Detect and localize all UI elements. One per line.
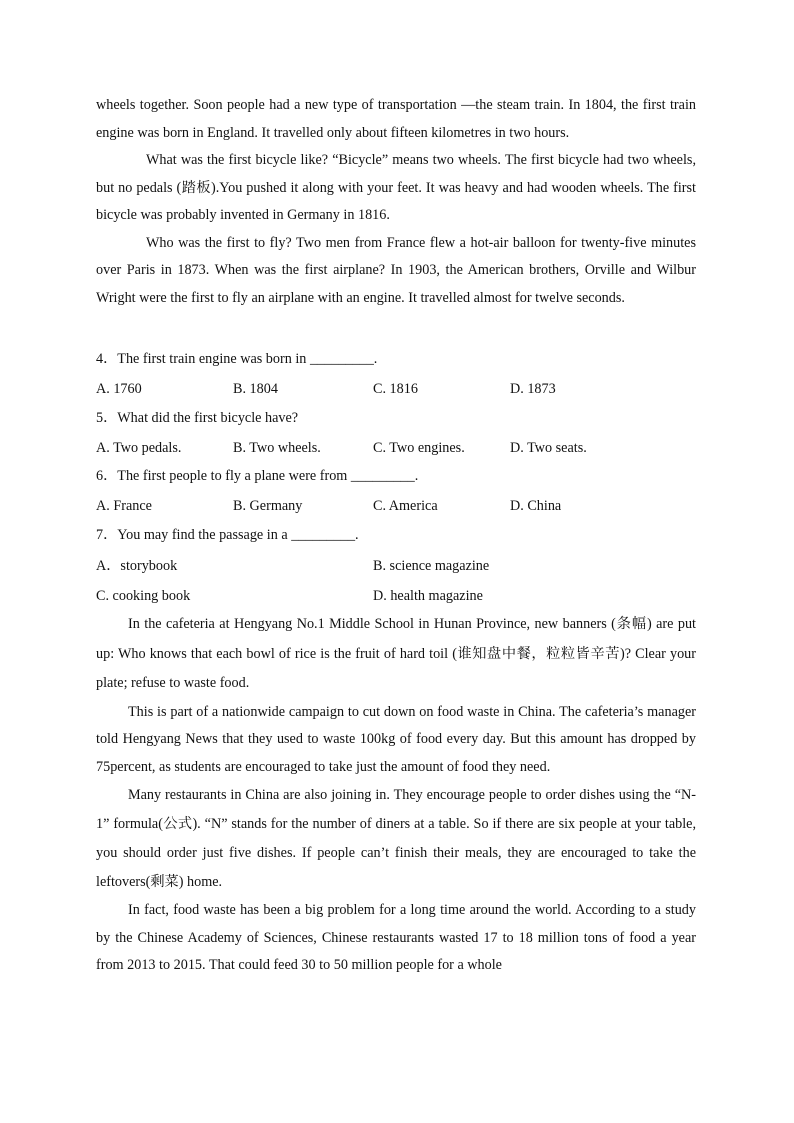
question-7-option-a[interactable]: A．storybook [96,558,178,574]
passage-two [96,610,696,980]
passage-one [96,92,696,312]
question-5-option-d[interactable]: D. Two seats. [510,440,587,456]
question-5-option-c[interactable]: C. Two engines. [373,440,465,456]
question-5: 5．What did the first bicycle have? [96,410,299,426]
question-4-option-c[interactable]: C. 1816 [373,381,418,397]
question-6-option-d[interactable]: D. China [510,498,562,514]
question-5-option-a[interactable]: A. Two pedals. [96,440,182,456]
question-4-option-b[interactable]: B. 1804 [233,381,278,397]
question-6-option-a[interactable]: A. France [96,498,152,514]
question-6: 6．The first people to fly a plane were from _________. [96,468,419,484]
question-7: 7．You may find the passage in a _________. [96,527,359,543]
question-7-options-row-1 [96,556,696,576]
passage-two-paragraph-3: Many restaurants in China are also joining in. They encourage people to order dishes using the “N-1” formula(公式). “N” stands for the number of diners at a table. So if there are six people at your table, you should order just five dishes. If people can’t finish their meals, they are encouraged to take the leftovers(剩菜) home. [96,787,696,890]
question-4-option-a[interactable]: A. 1760 [96,381,142,397]
question-6-option-b[interactable]: B. Germany [233,498,303,514]
passage-two-paragraph-4: In fact, food waste has been a big problem for a long time around the world. According to a study by the Chinese Academy of Sciences, Chinese restaurants wasted 17 to 18 million tons of food a year from 2013 to 2015. That could feed 30 to 50 million people for a whole [96,902,696,973]
question-4: 4．The first train engine was born in _________. [96,351,378,367]
passage-one-paragraph-3: Who was the first to fly? Two men from France flew a hot-air balloon for twenty-five minutes over Paris in 1873. When was the first airplane? In 1903, the American brothers, Orville and Wilbur Wright were the first to fly an airplane with an engine. It travelled almost for twelve seconds. [96,234,696,306]
question-7-option-d[interactable]: D. health magazine [373,588,483,604]
passage-two-paragraph-2: This is part of a nationwide campaign to cut down on food waste in China. The cafeteria’s manager told Hengyang News that they used to waste 100kg of food every day. But this amount has dropped by 75percent, as students are encouraged to take just the amount of food they need. [96,703,696,775]
question-5-options [96,438,696,458]
question-4-options [96,379,696,399]
question-7-option-c[interactable]: C. cooking book [96,588,191,604]
question-4-option-d[interactable]: D. 1873 [510,381,556,397]
question-5-option-b[interactable]: B. Two wheels. [233,440,321,456]
question-7-option-b[interactable]: B. science magazine [373,558,490,574]
question-6-option-c[interactable]: C. America [373,498,438,514]
passage-one-paragraph-2: What was the first bicycle like? “Bicycle” means two wheels. The first bicycle had two wheels, but no pedals (踏板).You pushed it along with your feet. It was heavy and had wooden wheels. The first bicycle was probably invented in Germany in 1816. [96,152,696,223]
passage-one-paragraph-1: wheels together. Soon people had a new type of transportation —the steam train. In 1804, the first train engine was born in England. It travelled only about fifteen kilometres in two hours. [96,97,696,141]
question-6-options [96,496,696,516]
question-7-options-row-2 [96,586,696,606]
passage-two-paragraph-1: In the cafeteria at Hengyang No.1 Middle School in Hunan Province, new banners (条幅) are put up: Who knows that each bowl of rice is the fruit of hard toil (谁知盘中餐，粒粒皆辛苦)? Clear your plate; refuse to waste food. [96,616,696,691]
